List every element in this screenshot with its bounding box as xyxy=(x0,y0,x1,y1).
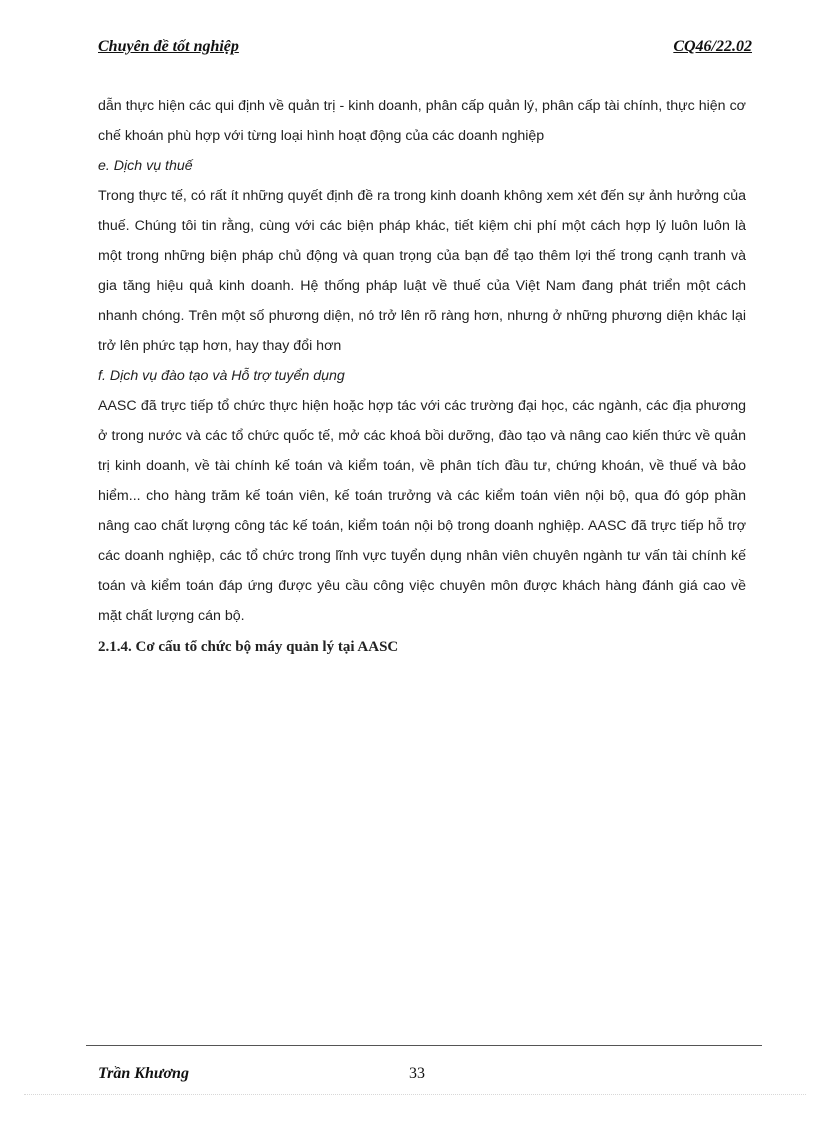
header-title: Chuyên đề tốt nghiệp xyxy=(98,38,239,55)
footer-author: Trần Khương xyxy=(98,1065,189,1082)
footer-divider xyxy=(86,1045,762,1046)
page-number: 33 xyxy=(409,1065,425,1082)
section-heading: 2.1.4. Cơ cấu tổ chức bộ máy quản lý tại AASC xyxy=(98,639,399,655)
paragraph-training-service: AASC đã trực tiếp tổ chức thực hiện hoặc hợp tác với các trường đại học, các ngành, các địa phương ở trong nước và các tổ chức quốc tế, mở các khoá bồi dưỡng, đào tạo và nâng cao kiến thức về quản trị kinh doanh, về tài chính kế toán và kiểm toán, về phân tích đầu tư, chứng khoán, về thuế và bảo hiểm... cho hàng trăm kế toán viên, kế toán trưởng và các kiểm toán viên nội bộ, qua đó góp phần nâng cao chất lượng công tác kế toán, kiểm toán nội bộ trong doanh nghiệp. AASC đã trực tiếp hỗ trợ các doanh nghiệp, các tổ chức trong lĩnh vực tuyển dụng nhân viên chuyên ngành tư vấn tài chính kế toán và kiểm toán đáp ứng được yêu cầu công việc chuyên môn được khách hàng đánh giá cao về mặt chất lượng cán bộ. xyxy=(98,398,746,624)
heading-tax-service: e. Dịch vụ thuế xyxy=(98,158,193,174)
paragraph-tax-service: Trong thực tế, có rất ít những quyết định đề ra trong kinh doanh không xem xét đến sự ảnh hưởng của thuế. Chúng tôi tin rằng, cùng với các biện pháp khác, tiết kiệm chi phí một cách hợp lý luôn luôn là một trong những biện pháp chủ động và quan trọng của bạn để tạo thêm lợi thế trong cạnh tranh và gia tăng hiệu quả kinh doanh. Hệ thống pháp luật về thuế của Việt Nam đang phát triển một cách nhanh chóng. Trên một số phương diện, nó trở lên rõ ràng hơn, nhưng ở những phương diện khác lại trở lên phức tạp hơn, hay thay đổi hơn xyxy=(98,188,746,354)
page-header xyxy=(98,38,752,62)
paragraph-intro: dẫn thực hiện các qui định về quản trị - kinh doanh, phân cấp quản lý, phân cấp tài chính, thực hiện cơ chế khoán phù hợp với từng loại hình hoạt động của các doanh nghiệp xyxy=(98,98,746,144)
heading-training-service: f. Dịch vụ đào tạo và Hỗ trợ tuyển dụng xyxy=(98,368,345,384)
page-bottom-border xyxy=(24,1094,806,1095)
header-code: CQ46/22.02 xyxy=(673,38,752,55)
page-body xyxy=(98,91,746,662)
